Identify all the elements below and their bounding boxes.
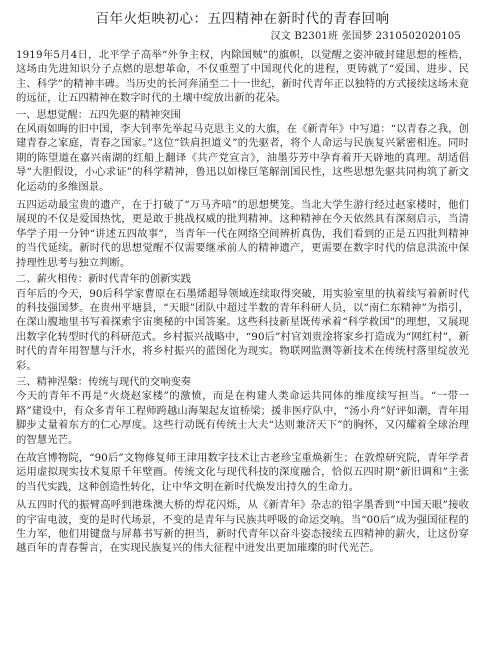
intro-paragraph: 1919年5月4日，北平学子高举“外争主权，内除国贼”的旗帜，以觉醒之姿冲破封建思想的桎梏，这场由先进知识分子点燃的思想革命，不仅重塑了中国现代化的进程，更铸就了“爱国、进步、民主、科学”的精神丰碑。当历史的长河奔涌至二十一世纪，新时代青年正以独特的方式接续这场未竟的远征，让五四精神在数字时代的土壤中绽放出新的花朵。 — [16, 49, 469, 105]
section-3-paragraph-1: 今天的青年不再是“火烧赵家楼”的激愤，而是在构建人类命运共同体的维度续写担当。“一带一路”建设中，有众多青年工程师跨越山海架起友谊桥梁；援非医疗队中，“汤小舟”好评如潮，青年用脚步丈量着东方的仁心厚度。这些行动既有传统士大夫“达则兼济天下”的胸怀，又闪耀着全球治理的智慧光芒。 — [16, 390, 469, 446]
section-1-paragraph-1: 在风雨如晦的旧中国，李大钊率先举起马克思主义的大旗，在《新青年》中写道：“以青春之我，创建青春之家庭，青春之国家。”这位“铁肩担道义”的先驱者，将个人命运与民族复兴紧密相连。同时期的陈望道在嘉兴南湖的红船上翻译《共产党宣言》，油墨芬芳中孕育着开天辟地的真理。胡适倡导“大胆假设，小心求证”的科学精神，鲁迅以如椽巨笔解剖国民性，这些思想先驱共同构筑了新文化运动的多维图景。 — [16, 123, 469, 193]
section-2-paragraph-1: 百年后的今天，90后科学家曹原在石墨烯超导领域连续取得突破，用实验室里的执着续写着新时代的科技强国梦。在贵州平塘县，“天眼”团队中超过半数的青年科研人员，以“南仁东精神”为指引，在深山腹地里书写着探索宇宙奥秘的中国答案。这些科技新星既传承着“科学救国”的理想，又展现出数字化转型时代的科研范式。乡村振兴战略中，“90后”村官刘贵淦将家乡打造成为“网红村”，新时代的青年用智慧与汗水，将乡村振兴的蓝图化为现实。物联网监测等新技术在传统村落里绽放光彩。 — [16, 287, 469, 372]
author-line: 汉文 B2301班 张国梦 2310502020105 — [270, 31, 461, 42]
section-3-paragraph-2: 在故宫博物院，“90后”文物修复师王津用数字技术让古老珍宝重焕新生；在敦煌研究院，青年学者运用虚拟现实技术复原千年壁画。传统文化与现代科技的深度融合，恰似五四时期“新旧调和”主张的当代实践，这种创造性转化，让中华文明在新时代焕发出持久的生命力。 — [16, 451, 469, 493]
section-1-heading: 一、思想觉醒：五四先驱的精神突围 — [16, 108, 181, 121]
section-2-heading: 二、薪火相传：新时代青年的创新实践 — [16, 273, 192, 286]
closing-paragraph: 从五四时代的振臂高呼到港珠澳大桥的焊花闪烁，从《新青年》杂志的铅字墨香到“中国天眼”接收的宇宙电波，变的是时代场景，不变的是青年与民族共呼吸的命运交响。当“00后”成为强国征程的生力军，他们用键盘与屏幕书写新的担当，新时代青年以奋斗姿态接续五四精神的薪火，让这份穿越百年的青春誓言，在实现民族复兴的伟大征程中迸发出更加璀璨的时代光芒。 — [16, 499, 469, 555]
essay-title: 百年火炬映初心：五四精神在新时代的青春回响 — [95, 11, 390, 27]
section-3-heading: 三、精神涅槃：传统与现代的交响变奏 — [16, 375, 192, 388]
section-1-paragraph-2: 五四运动最宝贵的遗产，在于打破了“万马齐喑”的思想樊笼。当北大学生游行经过赵家楼时，他们展现的不仅是爱国热忱，更是敢于挑战权威的批判精神。这种精神在今天依然具有深刻启示，当清华学子用一分钟“讲述五四故事”，当青年一代在网络空间辨析真伪，我们看到的正是五四批判精神的当代延续。新时代的思想觉醒不仅需要继承前人的精神遗产，更需要在数字时代的信息洪流中保持理性思考与独立判断。 — [16, 199, 469, 269]
